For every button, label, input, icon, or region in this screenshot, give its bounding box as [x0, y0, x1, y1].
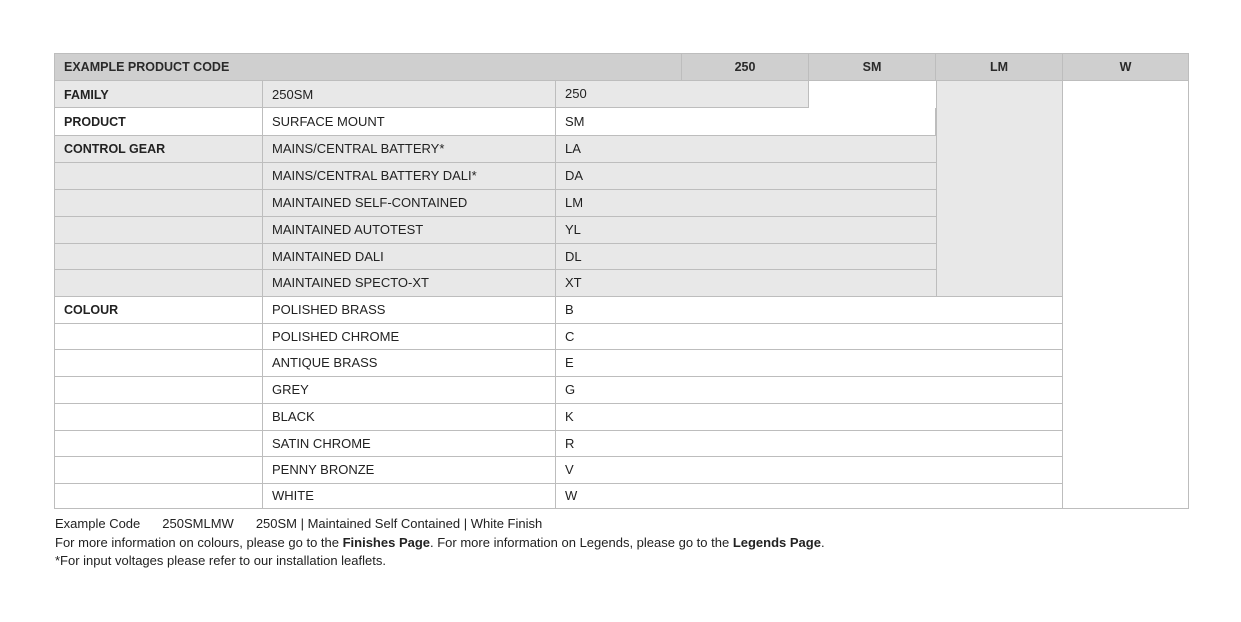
control-gear-blank: [55, 270, 263, 297]
control-gear-code: XT: [556, 270, 936, 297]
family-name: 250SM: [263, 81, 556, 108]
colour-name: PENNY BRONZE: [263, 457, 556, 484]
control-gear-code: LM: [556, 190, 936, 217]
control-gear-name: MAINS/CENTRAL BATTERY*: [263, 136, 556, 163]
colour-blank: [55, 377, 263, 404]
control-gear-name: MAINS/CENTRAL BATTERY DALI*: [263, 163, 556, 190]
colour-code: E: [556, 350, 1063, 377]
info-line: [55, 534, 825, 553]
info-prefix: For more information on colours, please go to the: [55, 534, 343, 550]
info-suffix: .: [820, 534, 825, 550]
info-middle: . For more information on Legends, please go to the: [430, 534, 733, 550]
colour-name: WHITE: [263, 484, 556, 508]
control-gear-blank: [55, 217, 263, 244]
header-code-colour: W: [1063, 54, 1188, 81]
family-code: 250: [556, 81, 809, 108]
header-code-product: SM: [809, 54, 936, 81]
example-line: [55, 515, 825, 534]
colour-code: B: [556, 297, 1063, 324]
control-gear-name: MAINTAINED AUTOTEST: [263, 217, 556, 244]
control-gear-name: MAINTAINED DALI: [263, 244, 556, 270]
colour-code: R: [556, 431, 1063, 457]
colour-name: ANTIQUE BRASS: [263, 350, 556, 377]
colour-bracket-divider: [1062, 297, 1063, 508]
colour-name: POLISHED CHROME: [263, 324, 556, 350]
colour-name: GREY: [263, 377, 556, 404]
colour-blank: [55, 350, 263, 377]
colour-label: COLOUR: [55, 297, 263, 324]
example-label: Example Code: [55, 516, 141, 531]
product-name: SURFACE MOUNT: [263, 108, 556, 135]
control-gear-code: LA: [556, 136, 936, 163]
colour-blank: [55, 484, 263, 508]
example-code: 250SMLMW: [162, 516, 234, 531]
control-gear-name: MAINTAINED SPECTO-XT: [263, 270, 556, 297]
colour-code: W: [565, 488, 578, 503]
example-description: 250SM | Maintained Self Contained | White Finish: [255, 516, 543, 531]
colour-name: BLACK: [263, 404, 556, 431]
product-code: SM: [556, 108, 936, 135]
colour-code: G: [556, 377, 1063, 404]
notes: [55, 515, 825, 571]
legends-page-link[interactable]: Legends Page: [732, 534, 821, 550]
control-gear-label: CONTROL GEAR: [55, 136, 263, 163]
product-label: PRODUCT: [55, 108, 263, 135]
colour-code: K: [556, 404, 1063, 431]
control-gear-code: YL: [556, 217, 936, 244]
finishes-page-link[interactable]: Finishes Page: [342, 534, 431, 550]
colour-name: POLISHED BRASS: [263, 297, 556, 324]
colour-blank: [55, 404, 263, 431]
colour-code: C: [556, 324, 1063, 350]
control-gear-blank: [55, 244, 263, 270]
voltage-note: *For input voltages please refer to our installation leaflets.: [55, 553, 386, 568]
colour-blank: [55, 431, 263, 457]
colour-blank: [55, 457, 263, 484]
control-gear-name: MAINTAINED SELF-CONTAINED: [263, 190, 556, 217]
header-code-family: 250: [682, 54, 809, 81]
control-gear-blank: [55, 190, 263, 217]
header-code-control-gear: LM: [936, 54, 1063, 81]
control-gear-bracket: [936, 81, 1063, 297]
colour-code: V: [556, 457, 1063, 484]
control-gear-code: DA: [556, 163, 936, 190]
control-gear-blank: [55, 163, 263, 190]
control-gear-code: DL: [556, 244, 936, 270]
colour-blank: [55, 324, 263, 350]
family-label: FAMILY: [55, 81, 263, 108]
header-title: EXAMPLE PRODUCT CODE: [55, 54, 682, 81]
colour-name: SATIN CHROME: [263, 431, 556, 457]
